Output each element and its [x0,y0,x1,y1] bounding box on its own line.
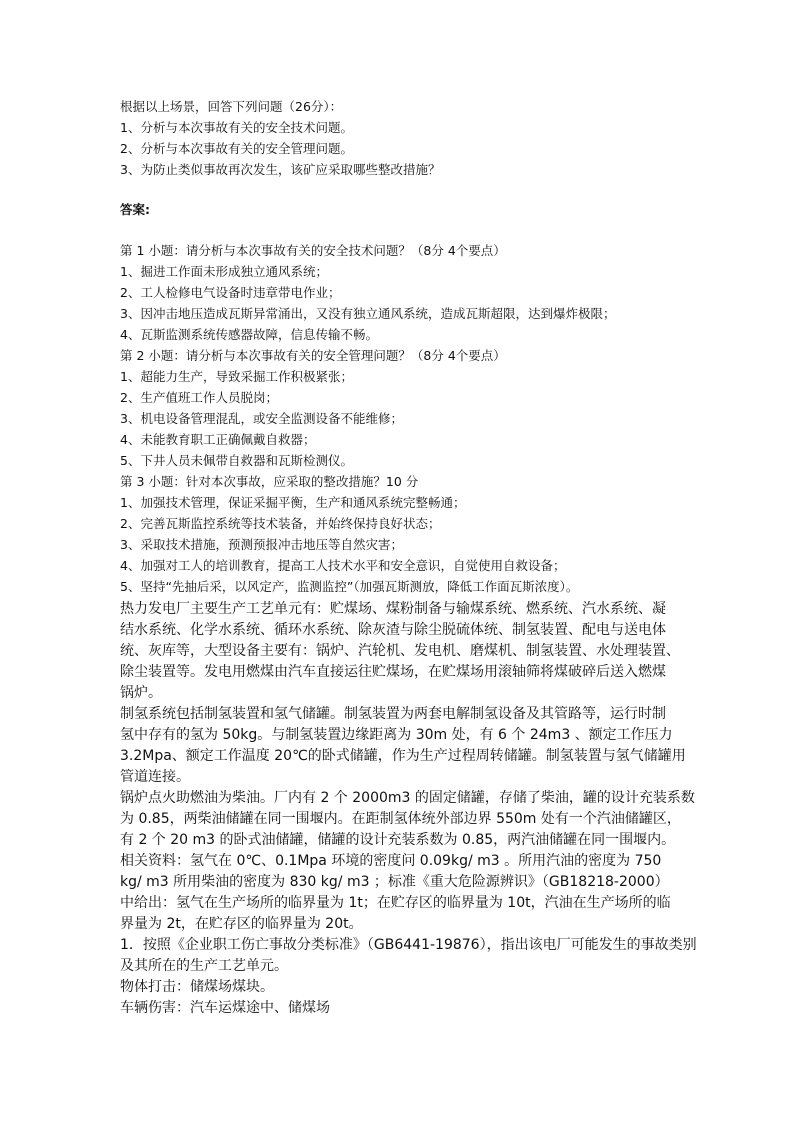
case-paragraph-line: 为 0.85，两柴油储罐在同一围堰内。在距制氢体统外部边界 550m 处有一个汽油储罐区， [120,811,681,827]
case-paragraph-line: 结水系统、化学水系统、循环水系统、除灰渣与除尘脱硫体统、制氢装置、配电与送电体 [120,622,666,638]
case-paragraph-line: 及其所在的生产工艺单元。 [120,958,288,974]
case-paragraph-line: kg/ m3 所用柴油的密度为 830 kg/ m3 ；标准《重大危险源辨识》（GB18218-2000） [120,874,669,890]
case-paragraph-line: 管道连接。 [120,769,190,785]
questions-intro: 根据以上场景，回答下列问题（26分）： [120,99,343,114]
case-paragraph-line: 界量为 2t，在贮存区的临界量为 20t。 [120,916,363,932]
q2-item: 3、机电设备管理混乱，或安全监测设备不能维修； [120,411,403,426]
q2-item: 1、超能力生产，导致采掘工作积极紧张； [120,369,353,384]
q3-item: 3、采取技术措施，预测预报冲击地压等自然灾害； [120,537,403,552]
case-paragraph-line: 1．按照《企业职工伤亡事故分类标准》（GB6441-19876），指出该电厂可能发生的事故类别 [120,937,697,953]
q1-item: 1、掘进工作面未形成独立通风系统； [120,264,328,279]
case-paragraph-line: 除尘装置等。发电用燃煤由汽车直接运往贮煤场，在贮煤场用滚轴筛将煤破碎后送入燃煤 [120,664,666,680]
question-item: 2、分析与本次事故有关的安全管理问题。 [120,141,353,156]
case-paragraph-line: 氢中存有的氢为 50kg。与制氢装置边缘距离为 30m 处，有 6 个 24m3 、额定工作压力 [120,727,673,743]
case-paragraph-line: 有 2 个 20 m3 的卧式油储罐，储罐的设计充装系数为 0.85，两汽油储罐在同一围堰内。 [120,832,676,848]
q1-item: 4、瓦斯监测系统传感器故障，信息传输不畅。 [120,327,378,342]
case-paragraph-line: 相关资料：氢气在 0℃、0.1Mpa 环境的密度问 0.09kg/ m3 。所用汽油的密度为 750 [120,853,662,869]
case-paragraph-line: 车辆伤害：汽车运煤途中、储煤场 [120,1000,330,1016]
q3-item: 4、加强对工人的培训教育，提高工人技术水平和安全意识，自觉使用自救设备； [120,558,566,573]
case-paragraph-line: 物体打击：储煤场煤块。 [120,979,274,995]
q3-title: 第 3 小题：针对本次事故，应采取的整改措施？10 分 [120,474,419,489]
question-item: 1、分析与本次事故有关的安全技术问题。 [120,120,353,135]
q3-item: 2、完善瓦斯监控系统等技术装备，并始终保持良好状态； [120,516,441,531]
case-paragraph-line: 热力发电厂主要生产工艺单元有：贮煤场、煤粉制备与输煤系统、燃系统、汽水系统、凝 [120,601,666,617]
q3-item: 1、加强技术管理，保证采掘平衡，生产和通风系统完整畅通； [120,495,466,510]
question-item: 3、为防止类似事故再次发生，该矿应采取哪些整改措施？ [120,162,441,177]
q1-item: 3、因冲击地压造成瓦斯异常涌出，又没有独立通风系统，造成瓦斯超限，达到爆炸极限； [120,306,616,321]
q2-item: 2、生产值班工作人员脱岗； [120,390,278,405]
q1-title: 第 1 小题：请分析与本次事故有关的安全技术问题？（8分 4个要点） [120,243,506,258]
q2-item: 5、下井人员未佩带自救器和瓦斯检测仪。 [120,453,353,468]
q1-item: 2、工人检修电气设备时违章带电作业； [120,285,341,300]
case-paragraph-line: 3.2Mpa、额定工作温度 20℃的卧式储罐，作为生产过程周转储罐。制氢装置与氢气储罐用 [120,748,686,764]
q3-item: 5、坚持“先抽后采，以风定产，监测监控”（加强瓦斯测放，降低工作面瓦斯浓度）。 [120,579,579,594]
case-paragraph-line: 制氢系统包括制氢装置和氢气储罐。制氢装置为两套电解制氢设备及其管路等，运行时制 [120,706,666,722]
q2-item: 4、未能教育职工正确佩戴自救器； [120,432,316,447]
q2-title: 第 2 小题：请分析与本次事故有关的安全管理问题？（8分 4个要点） [120,348,506,363]
case-paragraph-line: 锅炉。 [120,685,162,701]
answer-heading: 答案: [120,202,150,217]
case-paragraph-line: 锅炉点火助燃油为柴油。厂内有 2 个 2000m3 的固定储罐，存储了柴油，罐的设计充装系数 [120,790,695,806]
case-paragraph-line: 中给出：氢气在生产场所的临界量为 1t；在贮存区的临界量为 10t，汽油在生产场所的临 [120,895,671,911]
case-paragraph-line: 统、灰库等，大型设备主要有：锅炉、汽轮机、发电机、磨煤机、制氢装置、水处理装置、 [120,643,680,659]
